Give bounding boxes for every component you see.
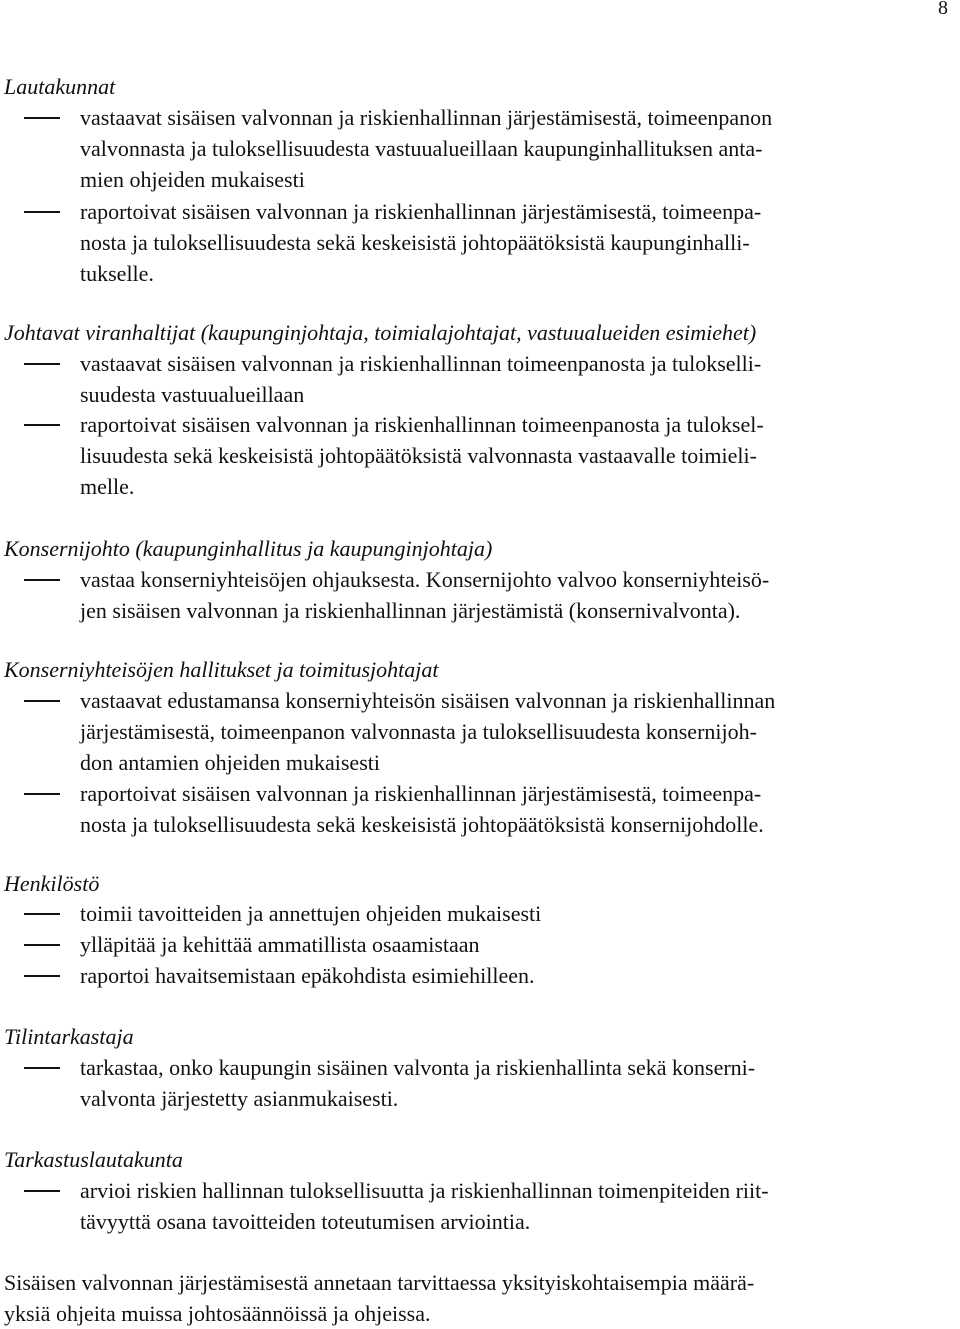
list-item-line: ylläpitää ja kehittää ammatillista osaamistaan [80, 932, 480, 957]
list-item-line: vastaavat sisäisen valvonnan ja riskienhallinnan järjestämisestä, toimeenpanon [80, 105, 773, 130]
dash-bullet [24, 975, 60, 977]
dash-bullet [24, 1190, 60, 1192]
dash-bullet [24, 944, 60, 946]
list-item-line: tävyyttä osana tavoitteiden toteutumisen arviointia. [80, 1209, 531, 1234]
list-item-line: jen sisäisen valvonnan ja riskienhallinnan järjestämistä (konsernivalvonta). [80, 598, 741, 623]
dash-bullet [24, 117, 60, 119]
list-item-line: toimii tavoitteiden ja annettujen ohjeiden mukaisesti [80, 901, 542, 926]
dash-bullet [24, 211, 60, 213]
dash-bullet [24, 424, 60, 426]
section-heading-tilintarkastaja: Tilintarkastaja [4, 1024, 134, 1049]
list-item-line: raportoivat sisäisen valvonnan ja riskienhallinnan toimeenpanosta ja tuloksel- [80, 412, 764, 437]
list-item-line: vastaavat edustamansa konserniyhteisön sisäisen valvonnan ja riskienhallinnan [80, 688, 776, 713]
list-item-line: järjestämisestä, toimeenpanon valvonnasta ja tuloksellisuudesta konsernijoh- [80, 719, 757, 744]
list-item-line: vastaavat sisäisen valvonnan ja riskienhallinnan toimeenpanosta ja tulokselli- [80, 351, 762, 376]
list-item-line: don antamien ohjeiden mukaisesti [80, 750, 380, 775]
section-heading-johtavat-viranhaltijat: Johtavat viranhaltijat (kaupunginjohtaja, toimialajohtajat, vastuualueiden esimiehet) [4, 320, 757, 345]
page-number: 8 [938, 0, 948, 19]
section-heading-konserniyhteisojen-hallitukset: Konserniyhteisöjen hallitukset ja toimitusjohtajat [4, 657, 439, 682]
section-heading-tarkastuslautakunta: Tarkastuslautakunta [4, 1147, 183, 1172]
dash-bullet [24, 579, 60, 581]
section-heading-henkilosto: Henkilöstö [4, 871, 100, 896]
closing-paragraph-line: Sisäisen valvonnan järjestämisestä annetaan tarvittaessa yksityiskohtaisempia määrä- [4, 1270, 755, 1295]
list-item-line: vastaa konserniyhteisöjen ohjauksesta. Konsernijohto valvoo konserniyhteisö- [80, 567, 770, 592]
dash-bullet [24, 700, 60, 702]
list-item-line: valvonta järjestetty asianmukaisesti. [80, 1086, 399, 1111]
section-heading-konsernijohto: Konsernijohto (kaupunginhallitus ja kaupunginjohtaja) [4, 536, 493, 561]
list-item-line: tukselle. [80, 261, 154, 286]
dash-bullet [24, 363, 60, 365]
list-item-line: nosta ja tuloksellisuudesta sekä keskeisistä johtopäätöksistä konsernijohdolle. [80, 812, 764, 837]
list-item-line: valvonnasta ja tuloksellisuudesta vastuualueillaan kaupunginhallituksen anta- [80, 136, 763, 161]
dash-bullet [24, 1067, 60, 1069]
list-item-line: mien ohjeiden mukaisesti [80, 167, 305, 192]
list-item-line: tarkastaa, onko kaupungin sisäinen valvonta ja riskienhallinta sekä konserni- [80, 1055, 756, 1080]
list-item-line: raportoivat sisäisen valvonnan ja riskienhallinnan järjestämisestä, toimeenpa- [80, 199, 762, 224]
list-item-line: arvioi riskien hallinnan tuloksellisuutta ja riskienhallinnan toimenpiteiden riit- [80, 1178, 769, 1203]
list-item-line: lisuudesta sekä keskeisistä johtopäätöksistä valvonnasta vastaavalle toimieli- [80, 443, 757, 468]
section-heading-lautakunnat: Lautakunnat [4, 74, 116, 99]
list-item-line: nosta ja tuloksellisuudesta sekä keskeisistä johtopäätöksistä kaupunginhalli- [80, 230, 750, 255]
closing-paragraph-line: yksiä ohjeita muissa johtosäännöissä ja ohjeissa. [4, 1301, 431, 1326]
dash-bullet [24, 913, 60, 915]
list-item-line: raportoi havaitsemistaan epäkohdista esimiehilleen. [80, 963, 535, 988]
list-item-line: melle. [80, 474, 135, 499]
list-item-line: raportoivat sisäisen valvonnan ja riskienhallinnan järjestämisestä, toimeenpa- [80, 781, 762, 806]
list-item-line: suudesta vastuualueillaan [80, 382, 305, 407]
dash-bullet [24, 793, 60, 795]
